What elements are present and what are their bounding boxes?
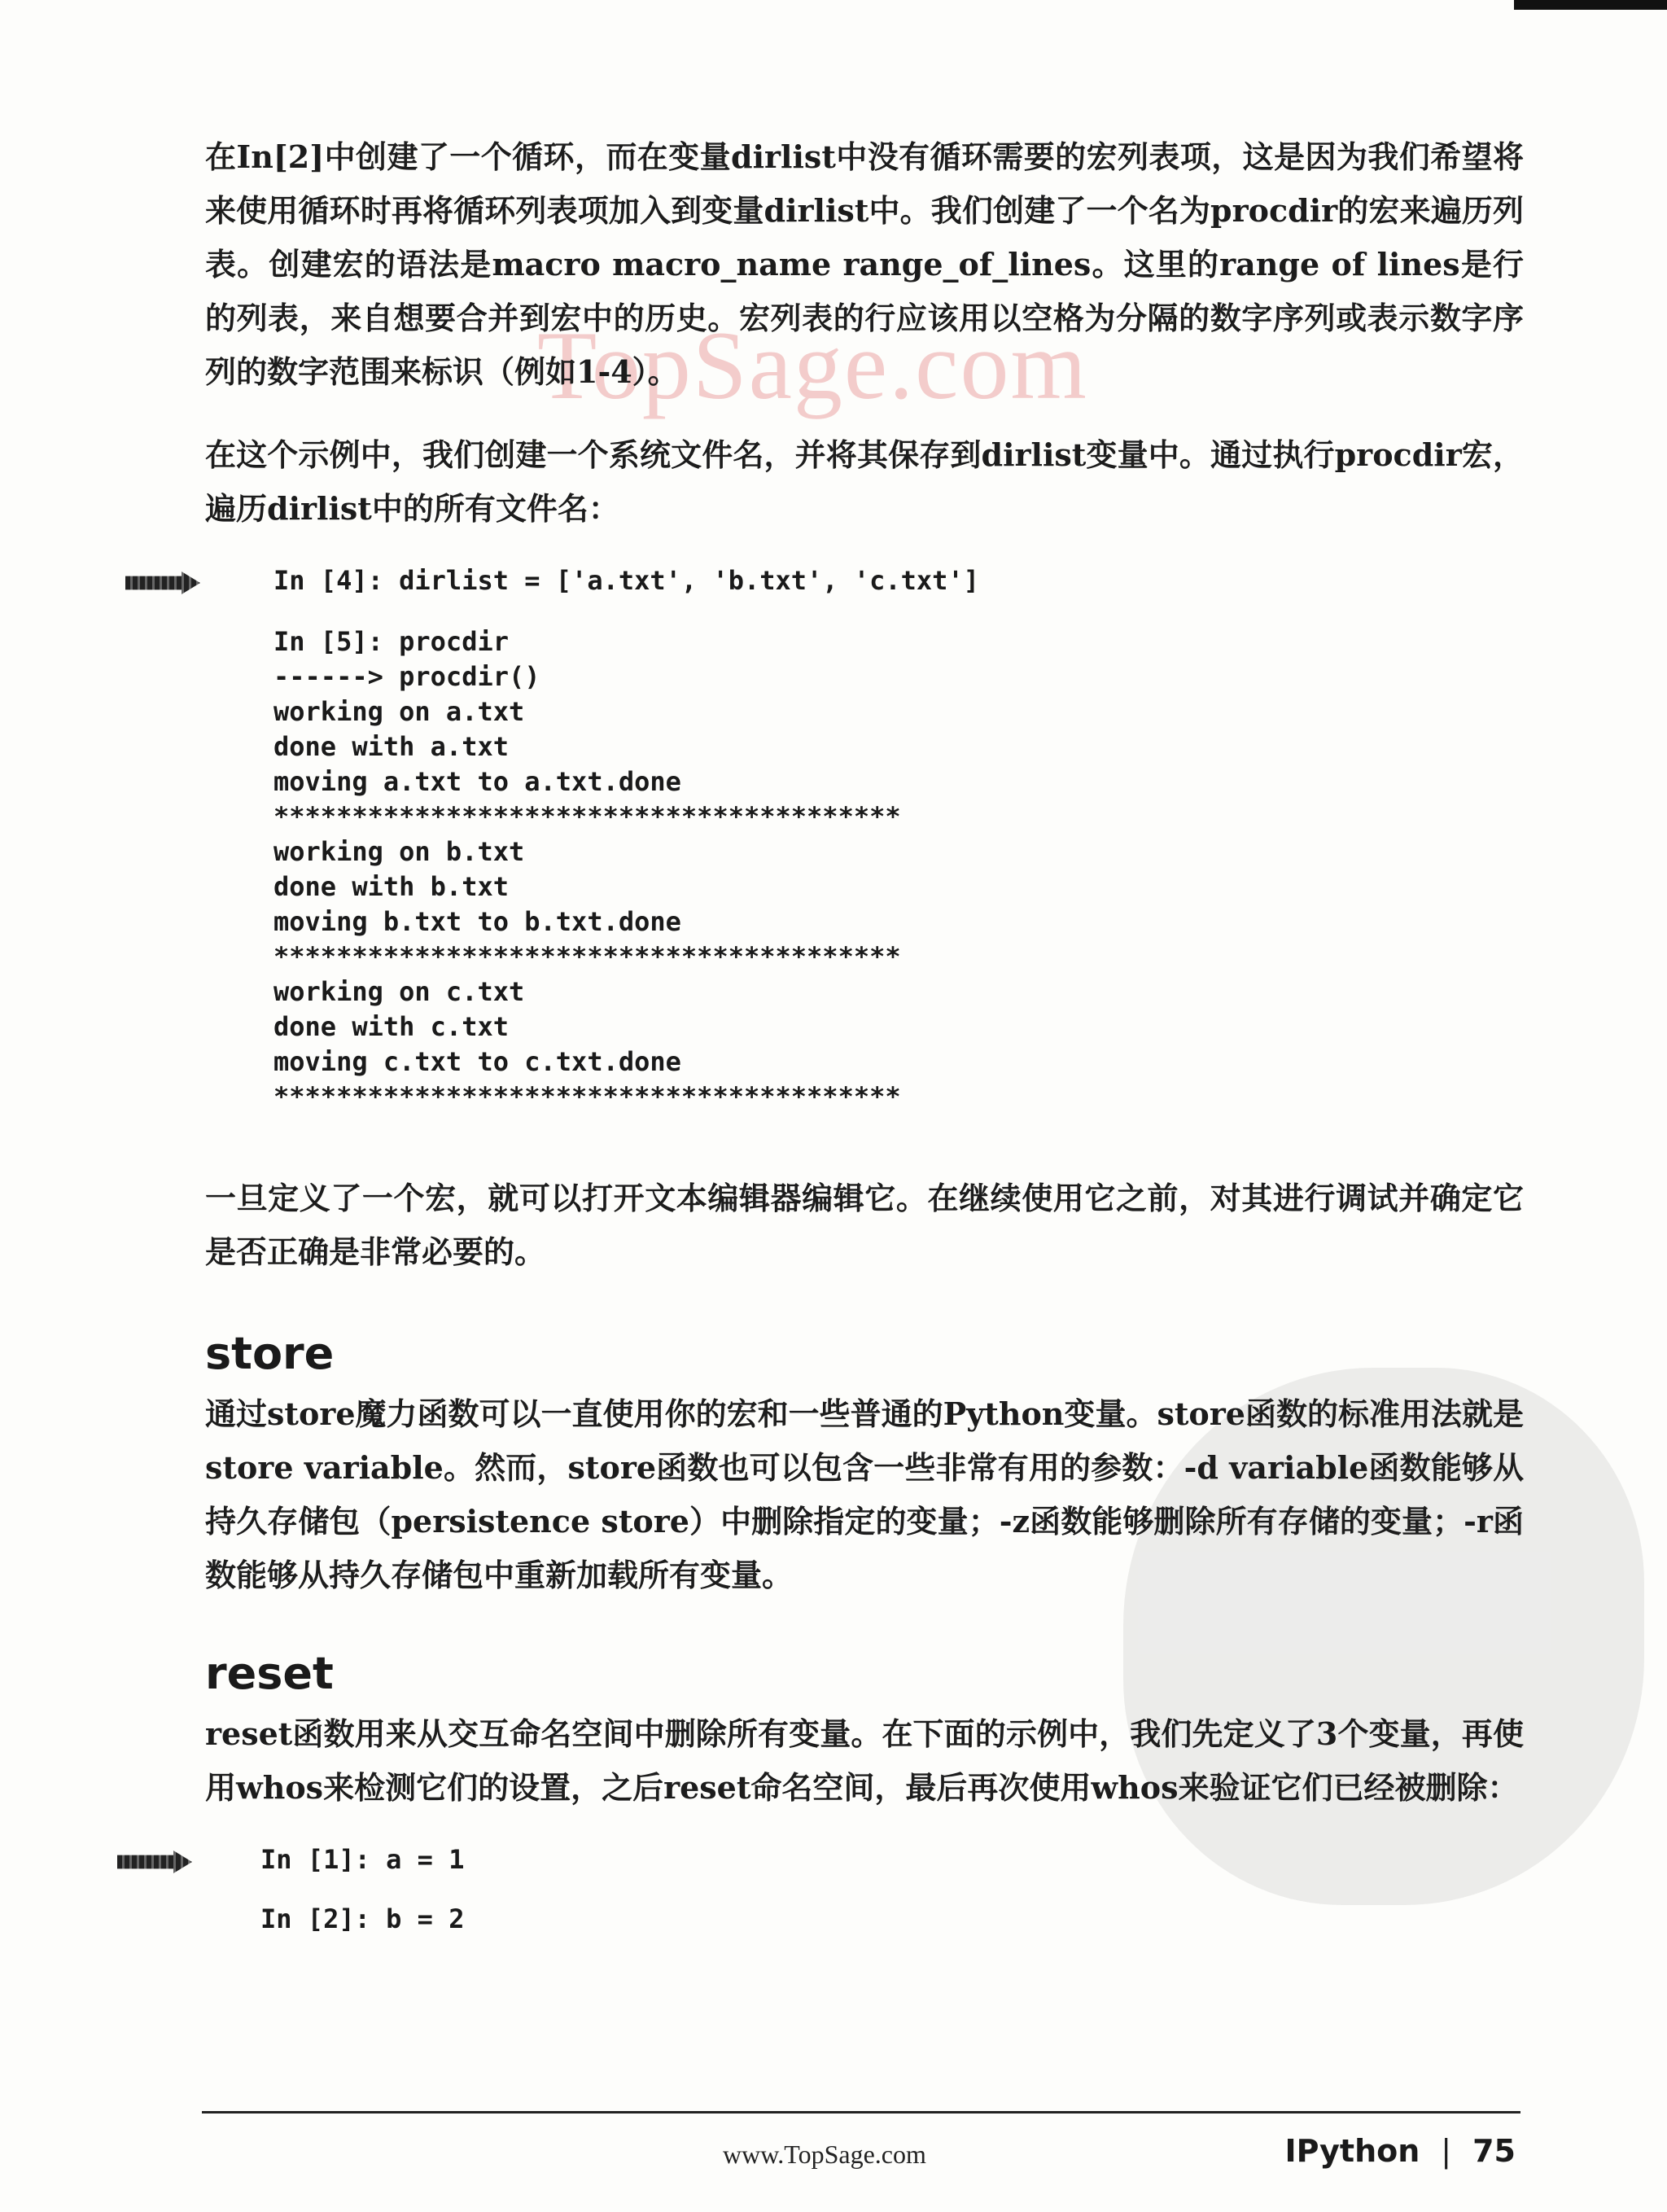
intro-paragraph-2: 在这个示例中，我们创建一个系统文件名，并将其保存到dirlist变量中。通过执行procdir宏，遍历dirlist中的所有文件名： (205, 436, 1524, 527)
footer-page-number: 75 (1472, 2133, 1516, 2169)
code-block-procdir: In [5]: procdir ------> procdir() working on a.txt done with a.txt moving a.txt to a.txt.done **************************************** working on b.txt done with b.txt moving b.txt to b.txt.done **************************************** working on c.txt done with c.txt moving c.txt to c.txt.done **************************************** (273, 626, 901, 1112)
page-body (205, 130, 1524, 1937)
section-heading-store: store (205, 1328, 335, 1379)
footer-separator: | (1441, 2133, 1452, 2169)
code-example-2 (260, 1842, 1524, 1937)
code-line-b: In [2]: b = 2 (260, 1903, 465, 1934)
watermark-text: TopSage.com (537, 311, 1088, 419)
example-arrow-icon (117, 1851, 192, 1873)
top-edge-bar (1514, 0, 1667, 10)
footer-url: www.TopSage.com (723, 2140, 926, 2169)
footer-book-title: IPython (1284, 2133, 1420, 2169)
footer-page-info (1284, 2133, 1516, 2169)
code-example-1 (273, 563, 1524, 1115)
example-arrow-icon (125, 572, 200, 594)
footer-rule (202, 2111, 1520, 2113)
store-paragraph: 通过store魔力函数可以一直使用你的宏和一些普通的Python变量。store函数的标准用法就是store variable。然而，store函数也可以包含一些非常有用的参数：-d variable函数能够从持久存储包（persistence store）中删除指定的变量；-z函数能够删除所有存储的变量；-r函数能够从持久存储包中重新加载所有变量。 (205, 1395, 1524, 1593)
reset-paragraph: reset函数用来从交互命名空间中删除所有变量。在下面的示例中，我们先定义了3个变量，再使用whos来检测它们的设置，之后reset命名空间，最后再次使用whos来验证它们已经被删除： (205, 1715, 1524, 1806)
section-heading-reset: reset (205, 1648, 334, 1699)
after-code-paragraph: 一旦定义了一个宏，就可以打开文本编辑器编辑它。在继续使用它之前，对其进行调试并确定它是否正确是非常必要的。 (205, 1180, 1524, 1270)
intro-paragraph-1: 在In[2]中创建了一个循环，而在变量dirlist中没有循环需要的宏列表项，这是因为我们希望将来使用循环时再将循环列表项加入到变量dirlist中。我们创建了一个名为procdir的宏来遍历列表。创建宏的语法是macro macro_name range_of_lines。这里的range of lines是行的列表，来自想要合并到宏中的历史。宏列表的行应该用以空格为分隔的数字序列或表示数字序列的数字范围来标识（例如1-4）。 (205, 138, 1524, 390)
code-line-dirlist: In [4]: dirlist = ['a.txt', 'b.txt', 'c.txt'] (273, 565, 979, 596)
code-line-a: In [1]: a = 1 (260, 1844, 465, 1875)
